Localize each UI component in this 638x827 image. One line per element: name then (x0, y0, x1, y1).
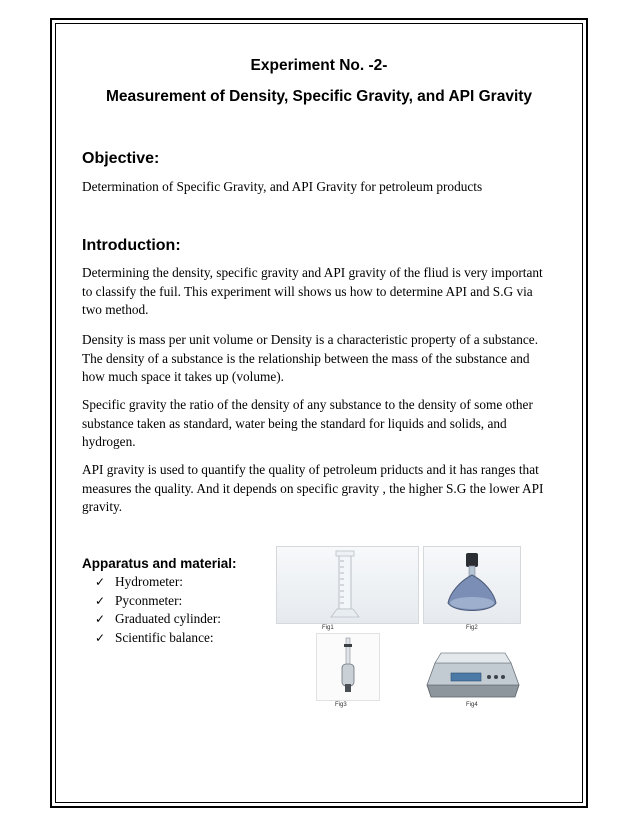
intro-paragraph: API gravity is used to quantify the quality of petroleum priducts and it has ranges that measures the quality. And it depends on specific gravity , the higher S.G the lower API gravity. (82, 462, 544, 514)
apparatus-heading: Apparatus and material: (82, 556, 237, 571)
intro-paragraph: Density is mass per unit volume or Density is a characteristic property of a substance. The density of a substance is the relationship between the mass of the substance and how much space it takes up (volume). (82, 332, 539, 384)
objective-text: Determination of Specific Gravity, and API Gravity for petroleum products (82, 179, 483, 194)
figure-label: Fig4 (466, 702, 478, 708)
intro-paragraph: Determining the density, specific gravity and API gravity of the fliud is very important to classify the fuil. This experiment will shows us how to determine API and S.G via two method. (82, 265, 543, 317)
scientific-balance-image (421, 649, 525, 702)
checkmark-icon: ✓ (95, 612, 106, 626)
graduated-cylinder-image (276, 546, 419, 624)
intro-paragraph: Specific gravity the ratio of the density of any substance to the density of some other substance taken as standard, water being the standard for liquids and solids, and hydrogen. (82, 397, 533, 449)
list-item: ✓ Pyconmeter: (95, 592, 221, 611)
list-item: ✓ Graduated cylinder: (95, 610, 221, 629)
hydrometer-image (316, 633, 380, 701)
checkmark-icon: ✓ (95, 593, 106, 608)
list-item: ✓ Hydrometer: (95, 573, 221, 592)
introduction-heading: Introduction: (82, 237, 181, 254)
list-item: ✓ Scientific balance: (95, 629, 221, 648)
figure-label: Fig1 (322, 625, 334, 631)
figure-label: Fig3 (335, 702, 347, 708)
pycnometer-image (423, 546, 521, 624)
checkmark-icon: ✓ (95, 630, 106, 645)
objective-heading: Objective: (82, 150, 160, 167)
apparatus-list (95, 573, 221, 647)
experiment-title: Experiment No. -2- (250, 57, 388, 74)
figure-label: Fig2 (466, 625, 478, 631)
experiment-subtitle: Measurement of Density, Specific Gravity, and API Gravity (105, 88, 533, 105)
checkmark-icon: ✓ (95, 575, 106, 589)
